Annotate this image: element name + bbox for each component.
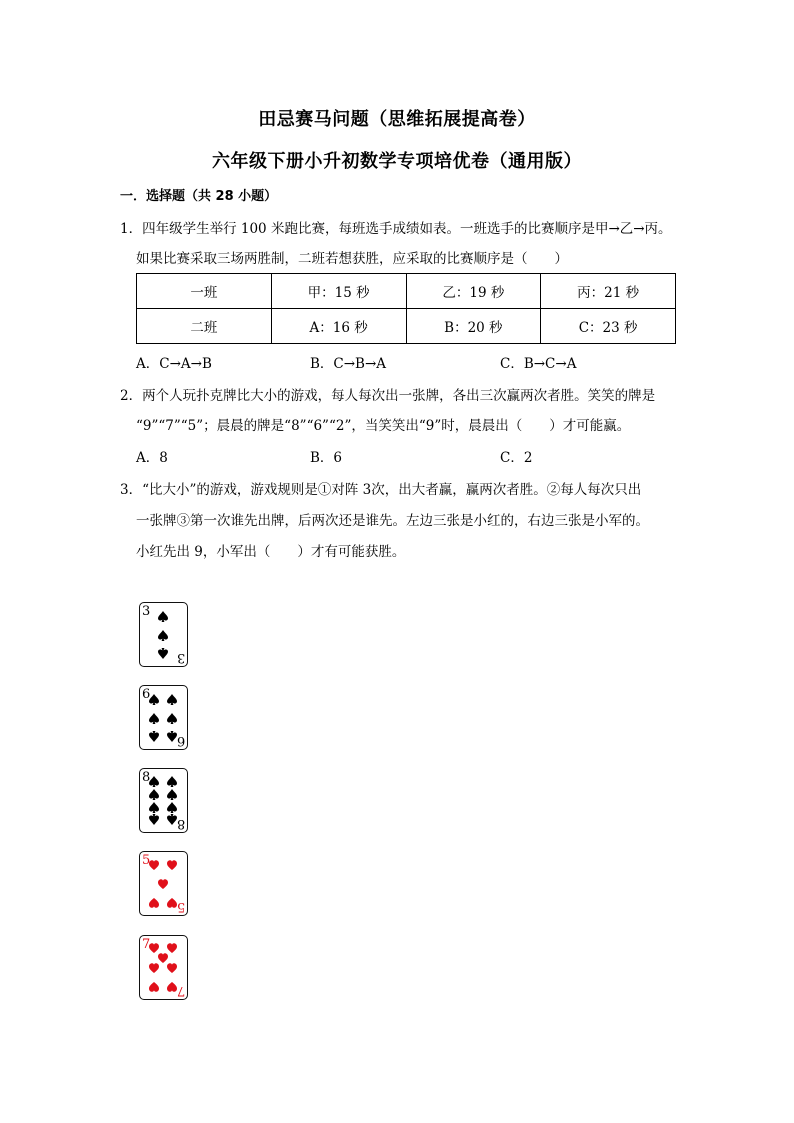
table-cell: 一班 bbox=[137, 274, 272, 309]
table-cell: 甲：15 秒 bbox=[271, 274, 406, 309]
heart-icon bbox=[149, 860, 159, 870]
spade-icon bbox=[158, 648, 168, 659]
card-rank: 7 bbox=[142, 937, 151, 952]
q2-option-c[interactable]: C．2 bbox=[500, 450, 533, 466]
playing-card bbox=[139, 685, 188, 750]
heart-icon bbox=[167, 943, 177, 953]
q1-option-c[interactable]: C．B→C→A bbox=[500, 356, 577, 372]
card-rank: 8 bbox=[142, 770, 151, 785]
table-row bbox=[137, 274, 676, 309]
spade-icon bbox=[149, 802, 159, 813]
table-cell: B：20 秒 bbox=[406, 309, 541, 344]
spade-icon bbox=[149, 814, 159, 825]
card-rank-inverted: 5 bbox=[176, 899, 185, 914]
spade-icon bbox=[149, 776, 159, 787]
playing-card bbox=[139, 851, 188, 916]
card-rank-inverted: 8 bbox=[176, 816, 185, 831]
heart-icon bbox=[167, 963, 177, 973]
card-rank-inverted: 3 bbox=[176, 650, 185, 665]
spade-icon bbox=[167, 789, 177, 800]
playing-card bbox=[139, 768, 188, 833]
spade-icon bbox=[149, 694, 159, 705]
q1-line-1: 1．四年级学生举行 100 米跑比赛，每班选手成绩如表。一班选手的比赛顺序是甲→乙→丙。 bbox=[120, 221, 672, 237]
heart-icon bbox=[149, 982, 159, 992]
spade-icon bbox=[167, 814, 177, 825]
spade-icon bbox=[149, 731, 159, 742]
q3-line-3: 小红先出 9，小军出（ ）才有可能获胜。 bbox=[136, 544, 406, 560]
card-rank: 5 bbox=[142, 853, 151, 868]
q2-option-a[interactable]: A．8 bbox=[136, 450, 168, 466]
q1-line-2: 如果比赛采取三场两胜制，二班若想获胜，应采取的比赛顺序是（ ） bbox=[136, 251, 568, 267]
heart-icon bbox=[149, 943, 159, 953]
q2-line-2: “9”“7”“5”；晨晨的牌是“8”“6”“2”，当笑笑出“9”时，晨晨出（ ）才可能赢。 bbox=[136, 418, 631, 434]
table-cell: 丙：21 秒 bbox=[541, 274, 676, 309]
table-cell: 二班 bbox=[137, 309, 272, 344]
spade-icon bbox=[158, 630, 168, 641]
spade-icon bbox=[167, 776, 177, 787]
title-line-2: 六年级下册小升初数学专项培优卷（通用版） bbox=[212, 151, 582, 172]
spade-icon bbox=[158, 611, 168, 622]
card-rank-inverted: 6 bbox=[176, 733, 185, 748]
q3-line-2: 一张牌③第一次谁先出牌，后两次还是谁先。左边三张是小红的，右边三张是小军的。 bbox=[136, 513, 649, 529]
spade-icon bbox=[167, 694, 177, 705]
q1-option-b[interactable]: B．C→B→A bbox=[310, 356, 387, 372]
table-row bbox=[137, 309, 676, 344]
heart-icon bbox=[167, 860, 177, 870]
spade-icon bbox=[167, 731, 177, 742]
spade-icon bbox=[167, 713, 177, 724]
heart-icon bbox=[167, 982, 177, 992]
heart-icon bbox=[167, 898, 177, 908]
card-rank-inverted: 7 bbox=[176, 983, 185, 998]
spade-icon bbox=[167, 802, 177, 813]
heart-icon bbox=[149, 963, 159, 973]
q3-line-1: 3．“比大小”的游戏，游戏规则是①对阵 3次，出大者赢，赢两次者胜。②每人每次只出 bbox=[120, 482, 642, 498]
playing-card bbox=[139, 935, 188, 1000]
table-cell: 乙：19 秒 bbox=[406, 274, 541, 309]
card-rank: 6 bbox=[142, 687, 151, 702]
title-line-1: 田忌赛马问题（思维拓展提高卷） bbox=[258, 109, 536, 130]
card-rank: 3 bbox=[142, 604, 151, 619]
heart-icon bbox=[158, 953, 168, 963]
q2-option-b[interactable]: B．6 bbox=[310, 450, 343, 466]
playing-card bbox=[139, 602, 188, 667]
table-cell: A：16 秒 bbox=[271, 309, 406, 344]
spade-icon bbox=[149, 789, 159, 800]
q1-option-a[interactable]: A．C→A→B bbox=[136, 356, 212, 372]
section-heading: 一．选择题（共 28 小题） bbox=[120, 189, 278, 204]
spade-icon bbox=[149, 713, 159, 724]
table-cell: C：23 秒 bbox=[541, 309, 676, 344]
q2-line-1: 2．两个人玩扑克牌比大小的游戏，每人每次出一张牌，各出三次赢两次者胜。笑笑的牌是 bbox=[120, 388, 656, 404]
heart-icon bbox=[158, 879, 168, 889]
score-table bbox=[136, 273, 676, 344]
heart-icon bbox=[149, 898, 159, 908]
